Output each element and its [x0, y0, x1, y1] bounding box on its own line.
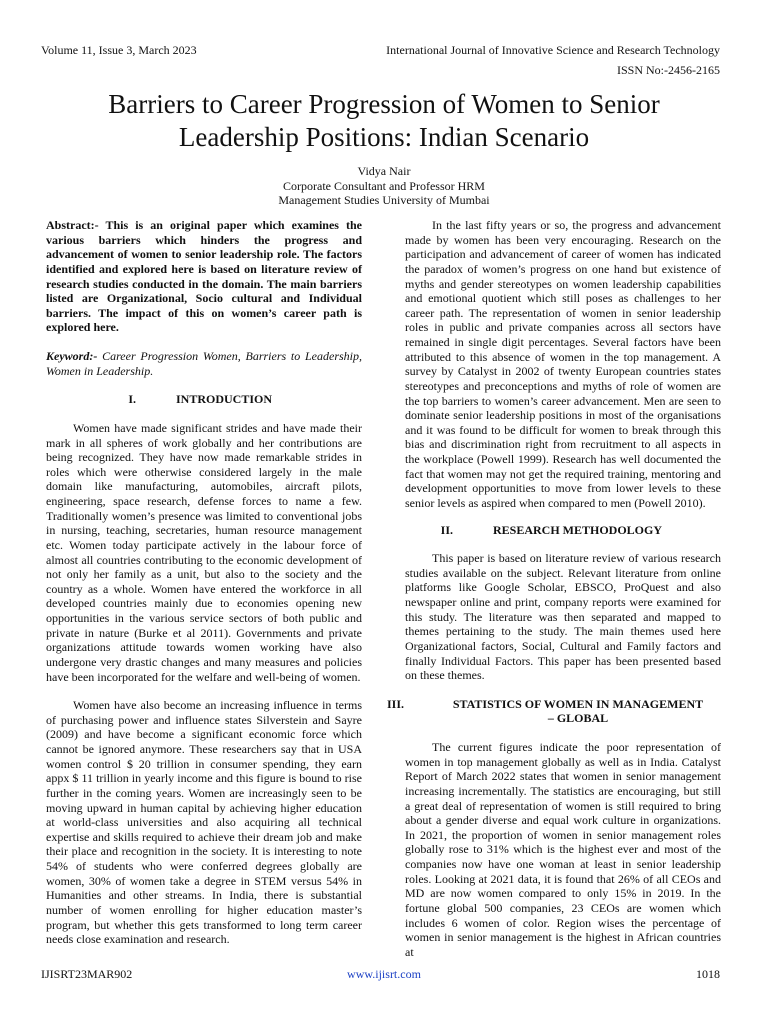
paragraph: Women have made significant strides and have made their mark in all spheres of work globally and her contributions are being recognized. They have now made remarkable strides in roles which were otherwise considered largely in the male domain like manufacturing, automobiles, aircraft pilots, engineering, space research, defense forces to name a few. Traditionally women’s presence was limited to conventional jobs in nursing, teaching, secretaries, human resource management etc. Women today participate actively in the labour force of almost all countries contributing to the economic development of not only her family as a unit, but also to the society and the country as a whole. Women have entered the workforce in all developed countries mainly due to economies opening new opportunities in the various service sectors of both public and private in nature (Burke et al 2011). Governments and private organizations attitude towards women working have also undergone very drastic changes and many measures and policies have been incorporated for the welfare and well-being of women.	[46, 420, 362, 684]
title-line-1: Barriers to Career Progression of Women to Senior	[108, 89, 660, 119]
author-block	[0, 164, 768, 208]
right-column	[387, 218, 721, 959]
page-number: 1018	[696, 967, 720, 981]
author-role: Corporate Consultant and Professor HRM	[283, 178, 485, 193]
author-name: Vidya Nair	[357, 164, 411, 178]
issn: ISSN No:-2456-2165	[616, 63, 720, 77]
section-title: RESEARCH METHODOLOGY	[493, 522, 663, 537]
section-title-line-1: STATISTICS OF WOMEN IN MANAGEMENT	[452, 696, 704, 711]
paragraph: This paper is based on literature review of various research studies available on the subject. Relevant literature from online platforms like Google Scholar, EBSCO, ProQuest and also newspaper online and print, company reports were examined for this study. The literature was then separated and mapped to themes pertaining to the study. The main themes used here Organizational factors, Social, Cultural and Family factors and finally Individual Factors. This paper has been presented based on these themes.	[405, 551, 721, 683]
section-number: I.	[128, 392, 136, 407]
section-number: II.	[440, 522, 453, 537]
abstract: Abstract:- This is an original paper which examines the various barriers which hinders the progress and advancement of women to senior leadership role. The factors identified and explored here is based on literature review of research studies conducted in the domain. The main barriers listed are Organizational, Socio cultural and Individual barriers. The impact of this on women’s career path is explored here.	[46, 218, 362, 335]
section-heading-statistics	[387, 696, 721, 726]
left-column	[46, 218, 362, 947]
keywords-text: Career Progression Women, Barriers to Leadership, Women in Leadership.	[46, 349, 362, 378]
author-affiliation: Management Studies University of Mumbai	[278, 193, 490, 208]
section-title-line-2: – GLOBAL	[547, 711, 609, 726]
journal-website-link[interactable]: www.ijisrt.com	[347, 967, 421, 981]
section-heading-introduction	[46, 392, 362, 407]
section-title: INTRODUCTION	[176, 392, 273, 407]
paper-title	[0, 88, 768, 154]
section-title	[435, 697, 721, 726]
keywords-label: Keyword:-	[46, 349, 98, 363]
article-id: IJISRT23MAR902	[41, 967, 133, 981]
journal-name: International Journal of Innovative Science and Research Technology	[386, 43, 720, 57]
journal-volume: Volume 11, Issue 3, March 2023	[41, 43, 197, 57]
paragraph: Women have also become an increasing influence in terms of purchasing power and influence states Silverstein and Sayre (2009) and have become a significant economic force which cannot be ignored anymore. These researchers say that in USA women control $ 20 trillion in consumer spending, they earn appx $ 11 trillion in yearly income and this figure is bound to rise further in the coming years. Women are increasingly seen to be moving upward in human capital by achieving higher education at world-class universities and also acquiring all technical expertise and skills required to achieve their dream job and make their place and recognition in the society. It is interesting to note 54% of students who were conferred degrees globally are women, 30% of women take a degree in STEM versus 54% in Humanities and other streams. In India, there is substantial number of women enrolling for higher education master’s program, but whether this gets transformed to long term career needs close examination and research.	[46, 698, 362, 947]
title-line-2: Leadership Positions: Indian Scenario	[178, 122, 590, 152]
paragraph: In the last fifty years or so, the progress and advancement made by women has been very encouraging. Research on the participation and advancement of career of women has indicated the paradox of women’s progress on one hand but existence of myths and gender stereotypes on women leadership capabilities and emotional quotient which still poses as challenges to her career path. The representation of women in senior leadership roles in public and private companies across all sectors have remained in single digit percentages. Several factors have been attributed to this absence of women in the top management. A survey by Catalyst in 2002 of twenty European countries states stereotypes and preconceptions and myths of role of women are the top barriers to women’s career advancement. Men are seen to dominate senior leadership positions in most of the organisations and it was found to be difficult for women to break through this bias and discrimination right from recruitment to all aspects in the workplace (Powell 1999). Research has well documented the fact that women may not get the required training, mentoring and development opportunities to move from lower levels to these senior levels as aspired when compared to men (Powell 2010).	[405, 218, 721, 510]
section-heading-methodology	[405, 523, 721, 538]
keywords	[46, 349, 362, 378]
paragraph: The current figures indicate the poor representation of women in top management globally as well as in India. Catalyst Report of March 2022 states that women in senior management increasing incrementally. The statistics are encouraging, but still a great deal of representation of women is still required to bring about a gender diverse and equal work culture in organizations. In 2021, the proportion of women in senior management roles globally rose to 31% which is the highest ever and most of the companies now have one woman at least in senior leadership roles. Looking at 2021 data, it is found that 26% of all CEOs and MD are now women compared to only 15% in 2019. In the fortune global 500 companies, 23 CEOs are women which includes 6 women of color. Region wises the percentage of women in senior management is the highest in African countries at	[405, 740, 721, 959]
section-number: III.	[387, 696, 405, 711]
